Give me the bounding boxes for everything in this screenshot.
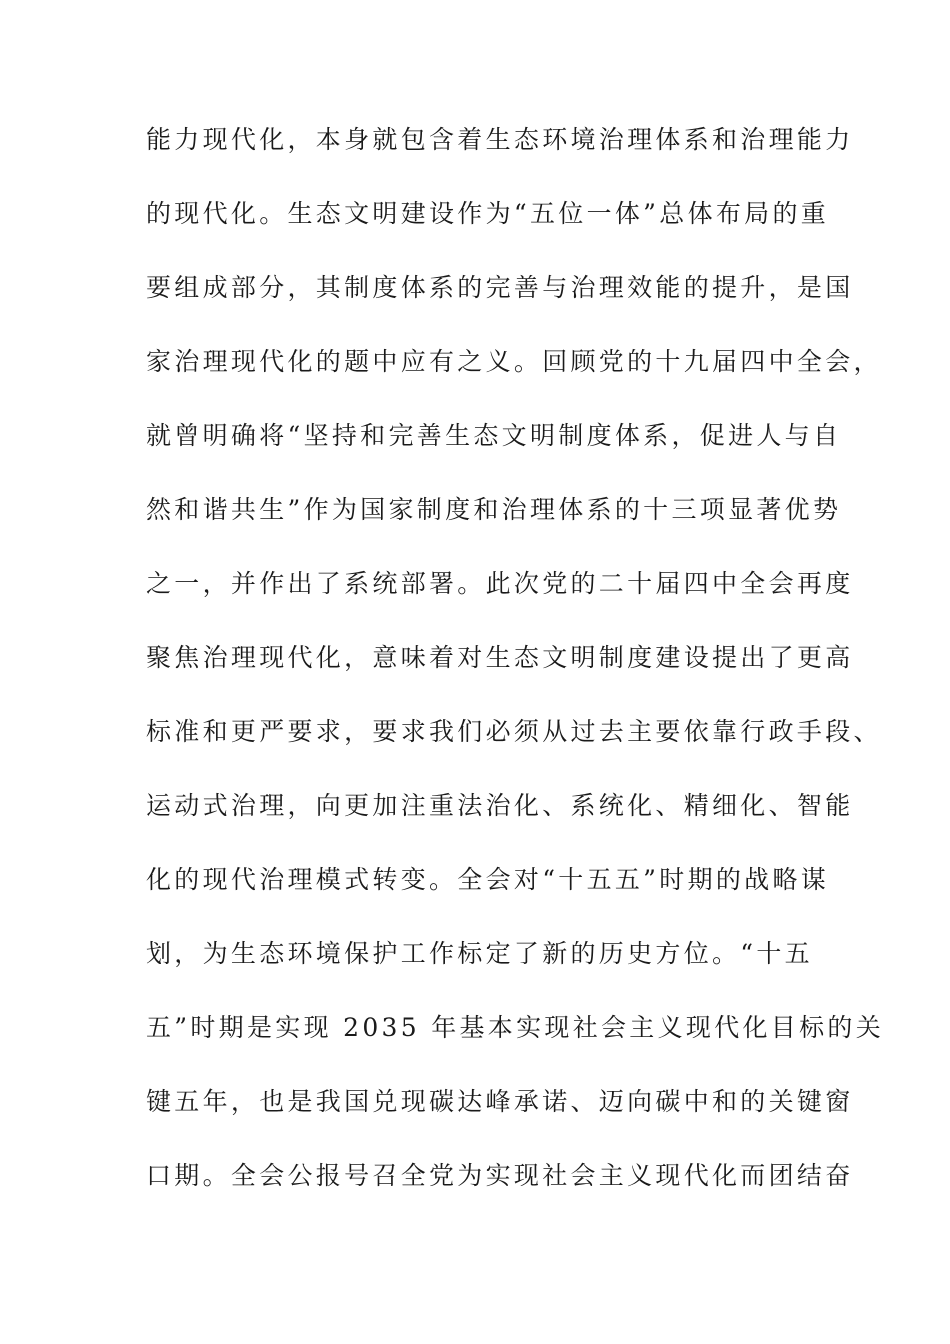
text-line: 家治理现代化的题中应有之义。回顾党的十九届四中全会，: [146, 347, 882, 376]
text-line: 键五年，也是我国兑现碳达峰承诺、迈向碳中和的关键窗: [146, 1087, 854, 1116]
text-line: 标准和更严要求，要求我们必须从过去主要依靠行政手段、: [146, 717, 882, 746]
text-line: 就曾明确将“坚持和完善生态文明制度体系，促进人与自: [146, 421, 842, 450]
text-line: 口期。全会公报号召全党为实现社会主义现代化而团结奋: [146, 1161, 854, 1190]
text-line: 然和谐共生”作为国家制度和治理体系的十三项显著优势: [146, 495, 842, 524]
text-line: 要组成部分，其制度体系的完善与治理效能的提升，是国: [146, 273, 854, 302]
text-line: 运动式治理，向更加注重法治化、系统化、精细化、智能: [146, 791, 854, 820]
text-line: 划，为生态环境保护工作标定了新的历史方位。“十五: [146, 939, 813, 968]
body-paragraph: [146, 118, 884, 1228]
text-line: 的现代化。生态文明建设作为“五位一体”总体布局的重: [146, 199, 830, 228]
text-line: 五”时期是实现 2035 年基本实现社会主义现代化目标的关: [146, 1013, 884, 1042]
text-line: 之一，并作出了系统部署。此次党的二十届四中全会再度: [146, 569, 854, 598]
text-line: 能力现代化，本身就包含着生态环境治理体系和治理能力: [146, 125, 854, 154]
text-line: 聚焦治理现代化，意味着对生态文明制度建设提出了更高: [146, 643, 854, 672]
text-line: 化的现代治理模式转变。全会对“十五五”时期的战略谋: [146, 865, 830, 894]
